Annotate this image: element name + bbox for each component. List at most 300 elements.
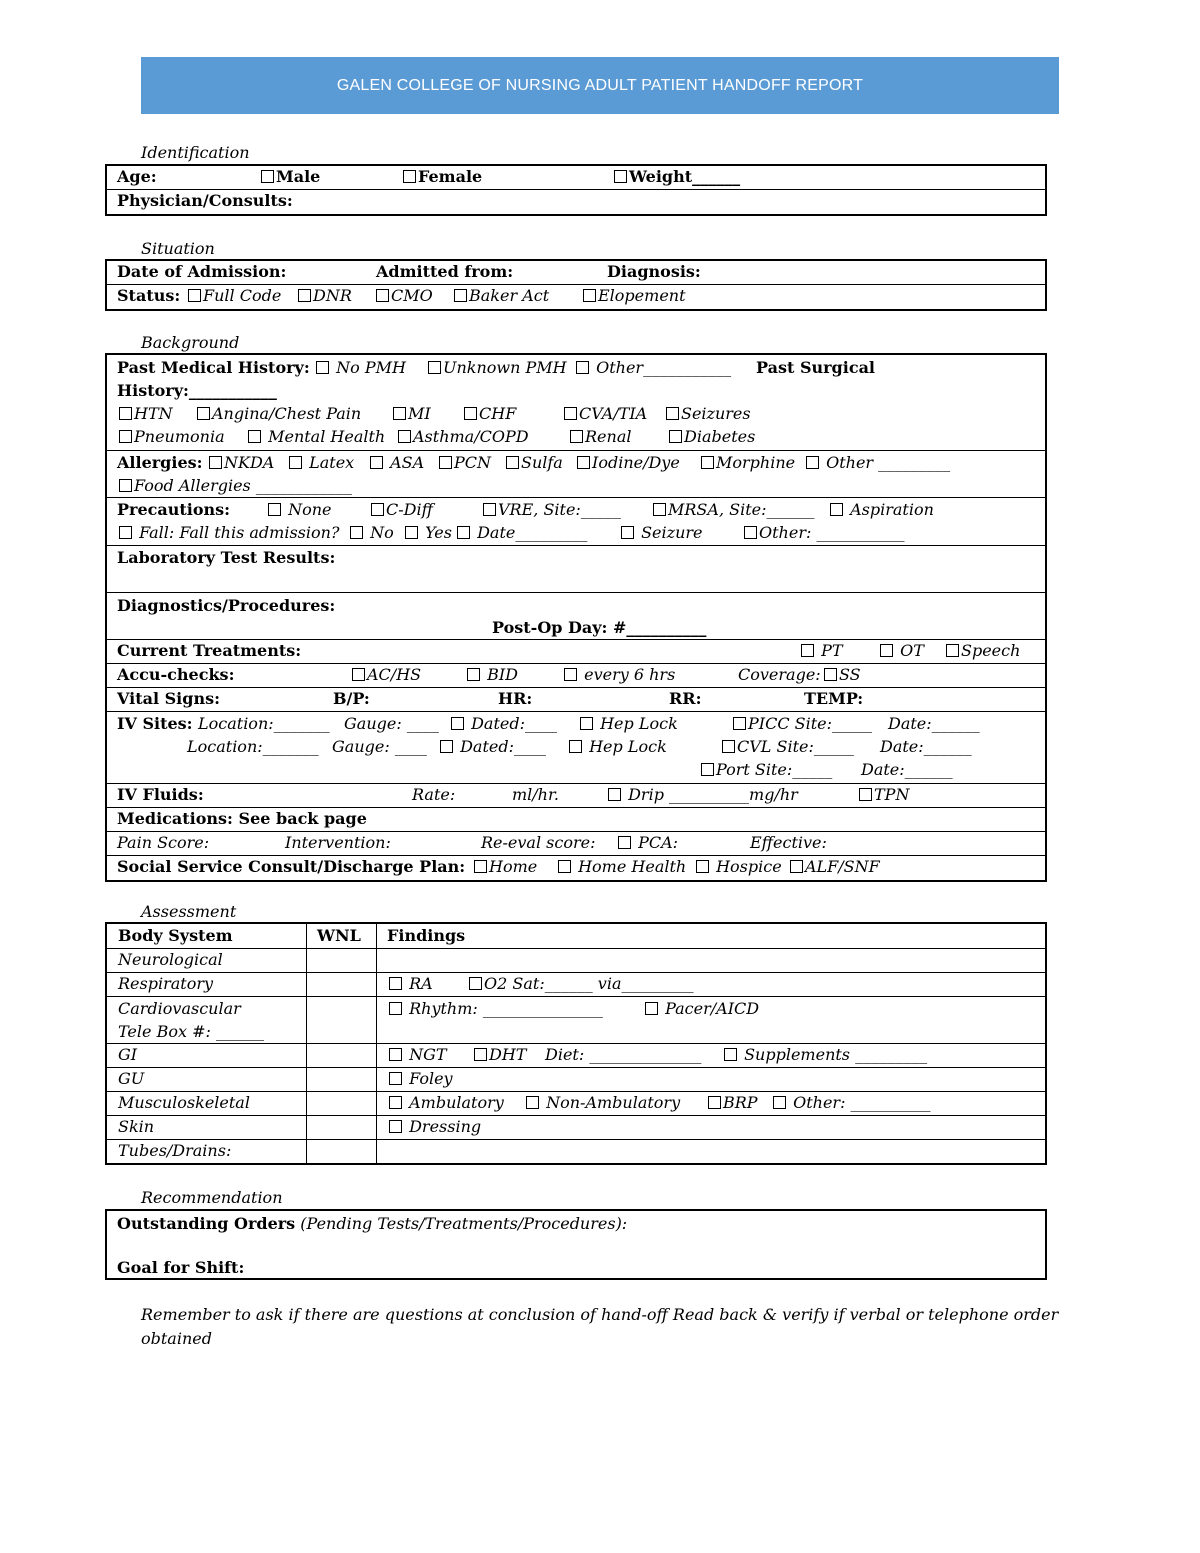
gi-wnl[interactable] xyxy=(307,1044,377,1068)
header-findings-label: Findings xyxy=(387,926,466,945)
precaution-other-option[interactable] xyxy=(744,523,904,543)
fall-yes-checkbox[interactable] xyxy=(405,526,418,539)
physician-label: Physician/Consults: xyxy=(117,191,293,210)
cmo-checkbox[interactable] xyxy=(376,289,389,302)
admitted-from-label: Admitted from: xyxy=(376,262,514,281)
tpn-checkbox[interactable] xyxy=(859,788,872,801)
fall-date-label: Date_________ xyxy=(477,523,588,542)
vre-label: VRE, Site:_____ xyxy=(498,500,621,519)
identification-row-2 xyxy=(107,190,1045,214)
iodine-checkbox[interactable] xyxy=(577,456,590,469)
iv-dated-2-option[interactable] xyxy=(440,737,546,757)
section-situation: Situation xyxy=(141,239,215,258)
food-allergies-checkbox[interactable] xyxy=(119,479,132,492)
dressing-option[interactable] xyxy=(389,1117,481,1137)
mental-health-label: Mental Health xyxy=(268,427,386,446)
asa-option[interactable] xyxy=(370,453,424,473)
sulfa-checkbox[interactable] xyxy=(506,456,519,469)
gu-wnl[interactable] xyxy=(307,1068,377,1092)
iv-location-2: Location:_______ xyxy=(187,737,319,756)
speech-checkbox[interactable] xyxy=(946,644,959,657)
dnr-label: DNR xyxy=(313,286,352,305)
latex-checkbox[interactable] xyxy=(289,456,302,469)
male-option[interactable] xyxy=(261,167,320,187)
iv-sites-label: IV Sites: xyxy=(117,714,193,733)
situation-row-1 xyxy=(107,261,1045,285)
precautions-label: Precautions: xyxy=(117,500,231,519)
hep-lock-1-option[interactable] xyxy=(580,714,678,734)
iv-location-1: Location:_______ xyxy=(198,714,330,733)
brp-option[interactable] xyxy=(708,1093,758,1113)
alf-checkbox[interactable] xyxy=(790,860,803,873)
fall-label: Fall: Fall this admission? xyxy=(139,523,340,542)
chf-checkbox[interactable] xyxy=(464,407,477,420)
musculo-wnl[interactable] xyxy=(307,1092,377,1116)
recommendation-table xyxy=(105,1209,1047,1280)
iv-dated-1-option[interactable] xyxy=(451,714,557,734)
iv-sites-row xyxy=(107,712,1045,784)
outstanding-orders xyxy=(117,1214,627,1234)
hospice-label: Hospice xyxy=(716,857,782,876)
accu-checks-row xyxy=(107,664,1045,688)
remember-note: Remember to ask if there are questions at conclusion of hand-off Read back & verify if verbal or telephone order obtained xyxy=(141,1305,1059,1348)
section-recommendation: Recommendation xyxy=(141,1188,283,1207)
chf-option[interactable] xyxy=(464,404,516,424)
section-identification: Identification xyxy=(141,143,250,162)
renal-option[interactable] xyxy=(570,427,631,447)
bid-label: BID xyxy=(487,665,518,684)
alf-label: ALF/SNF xyxy=(805,857,880,876)
lab-results-row xyxy=(107,546,1045,593)
diet-label: Diet: ______________ xyxy=(545,1045,702,1064)
fall-no-option[interactable] xyxy=(350,523,394,543)
o2sat-label: O2 Sat:______ via_________ xyxy=(484,974,694,993)
header-wnl xyxy=(307,924,377,949)
diabetes-checkbox[interactable] xyxy=(669,430,682,443)
vital-signs-row xyxy=(107,688,1045,712)
cardiovascular-wnl[interactable] xyxy=(307,997,377,1044)
medications-label: Medications: See back page xyxy=(117,809,367,828)
home-label: Home xyxy=(489,857,538,876)
port-date: Date:______ xyxy=(861,760,953,779)
o2sat-checkbox[interactable] xyxy=(469,977,482,990)
iodine-option[interactable] xyxy=(577,453,680,473)
bp-label: B/P: xyxy=(333,689,370,708)
table-row xyxy=(107,1140,307,1163)
ngt-checkbox[interactable] xyxy=(389,1048,402,1061)
skin-label: Skin xyxy=(118,1117,155,1136)
foley-label: Foley xyxy=(409,1069,453,1088)
ra-option[interactable] xyxy=(389,974,433,994)
home-health-option[interactable] xyxy=(558,857,686,877)
none-checkbox[interactable] xyxy=(268,503,281,516)
tubes-findings[interactable] xyxy=(377,1140,1045,1163)
section-background: Background xyxy=(141,333,240,352)
outstanding-orders-label: Outstanding Orders xyxy=(117,1214,296,1233)
other-pmh-label: Other___________ xyxy=(596,358,732,377)
rhythm-label: Rhythm: _______________ xyxy=(409,999,603,1018)
table-row xyxy=(107,949,307,973)
header-body-system xyxy=(107,924,307,949)
renal-label: Renal xyxy=(585,427,632,446)
weight-option[interactable] xyxy=(614,167,740,187)
other-pmh-checkbox[interactable] xyxy=(576,361,589,374)
latex-option[interactable] xyxy=(289,453,354,473)
tpn-option[interactable] xyxy=(859,785,909,805)
accu-checks-label: Accu-checks: xyxy=(117,665,235,684)
pt-checkbox[interactable] xyxy=(801,644,814,657)
gu-findings xyxy=(377,1068,1045,1092)
dnr-checkbox[interactable] xyxy=(298,289,311,302)
dressing-checkbox[interactable] xyxy=(389,1120,402,1133)
background-table xyxy=(105,353,1047,882)
rate-label: Rate: xyxy=(412,785,456,804)
situation-row-2 xyxy=(107,285,1045,309)
ra-label: RA xyxy=(409,974,433,993)
htn-checkbox[interactable] xyxy=(119,407,132,420)
no-pmh-checkbox[interactable] xyxy=(316,361,329,374)
iodine-label: Iodine/Dye xyxy=(592,453,680,472)
musc-other-checkbox[interactable] xyxy=(773,1096,786,1109)
full-code-checkbox[interactable] xyxy=(188,289,201,302)
home-checkbox[interactable] xyxy=(474,860,487,873)
table-row xyxy=(107,1116,307,1140)
mi-label: MI xyxy=(408,404,431,423)
asthma-label: Asthma/COPD xyxy=(413,427,529,446)
table-row xyxy=(107,1044,307,1068)
ambulatory-option[interactable] xyxy=(389,1093,504,1113)
mental-health-option[interactable] xyxy=(248,427,385,447)
cvl-checkbox[interactable] xyxy=(722,740,735,753)
pain-row xyxy=(107,832,1045,856)
no-pmh-label: No PMH xyxy=(336,358,406,377)
no-pmh-option[interactable] xyxy=(316,358,406,378)
ss-label: SS xyxy=(839,665,861,684)
lab-results-label: Laboratory Test Results: xyxy=(117,548,336,567)
social-service-label: Social Service Consult/Discharge Plan: xyxy=(117,857,466,876)
drip-checkbox[interactable] xyxy=(608,788,621,801)
pca-label: PCA: xyxy=(638,833,679,852)
dht-option[interactable] xyxy=(474,1045,526,1065)
treatments-row xyxy=(107,640,1045,664)
fall-no-checkbox[interactable] xyxy=(350,526,363,539)
non-ambulatory-option[interactable] xyxy=(526,1093,680,1113)
non-ambulatory-label: Non-Ambulatory xyxy=(546,1093,681,1112)
dht-checkbox[interactable] xyxy=(474,1048,487,1061)
neurological-findings[interactable] xyxy=(377,949,1045,973)
elopement-checkbox[interactable] xyxy=(583,289,596,302)
morphine-checkbox[interactable] xyxy=(701,456,714,469)
sulfa-label: Sulfa xyxy=(521,453,563,472)
pacer-label: Pacer/AICD xyxy=(665,999,760,1018)
drip-label: Drip __________mg/hr xyxy=(628,785,798,804)
pt-option[interactable] xyxy=(801,641,843,661)
cvl-label: CVL Site:_____ xyxy=(737,737,854,756)
foley-checkbox[interactable] xyxy=(389,1072,402,1085)
table-row xyxy=(107,973,307,997)
alf-option[interactable] xyxy=(790,857,880,877)
neurological-wnl[interactable] xyxy=(307,949,377,973)
mi-option[interactable] xyxy=(393,404,431,424)
musc-other-option[interactable] xyxy=(773,1093,931,1113)
asthma-checkbox[interactable] xyxy=(398,430,411,443)
speech-label: Speech xyxy=(961,641,1021,660)
cdiff-option[interactable] xyxy=(371,500,433,520)
weight-label: Weight______ xyxy=(629,167,741,186)
none-option[interactable] xyxy=(268,500,332,520)
full-code-option[interactable] xyxy=(188,286,281,306)
hep-lock-1-label: Hep Lock xyxy=(600,714,678,733)
bid-checkbox[interactable] xyxy=(467,668,480,681)
ot-label: OT xyxy=(900,641,924,660)
aspiration-label: Aspiration xyxy=(850,500,934,519)
fall-yes-label: Yes xyxy=(425,523,452,542)
hep-lock-1-checkbox[interactable] xyxy=(580,717,593,730)
diabetes-option[interactable] xyxy=(669,427,755,447)
cdiff-checkbox[interactable] xyxy=(371,503,384,516)
unknown-pmh-checkbox[interactable] xyxy=(428,361,441,374)
ngt-option[interactable] xyxy=(389,1045,447,1065)
pneumonia-option[interactable] xyxy=(119,427,225,447)
cva-option[interactable] xyxy=(564,404,647,424)
baker-act-option[interactable] xyxy=(454,286,549,306)
baker-act-checkbox[interactable] xyxy=(454,289,467,302)
picc-date: Date:______ xyxy=(888,714,980,733)
vital-signs-label: Vital Signs: xyxy=(117,689,220,708)
elopement-option[interactable] xyxy=(583,286,686,306)
ambulatory-label: Ambulatory xyxy=(409,1093,504,1112)
pneumonia-checkbox[interactable] xyxy=(119,430,132,443)
hospice-checkbox[interactable] xyxy=(696,860,709,873)
pain-score-label: Pain Score: xyxy=(117,833,210,852)
ss-checkbox[interactable] xyxy=(824,668,837,681)
brp-label: BRP xyxy=(723,1093,758,1112)
fall-checkbox[interactable] xyxy=(119,526,132,539)
diagnostics-label: Diagnostics/Procedures: xyxy=(117,596,336,615)
tpn-label: TPN xyxy=(874,785,910,804)
morphine-option[interactable] xyxy=(701,453,795,473)
telebox-label: Tele Box #: ______ xyxy=(118,1022,264,1041)
pcn-option[interactable] xyxy=(439,453,491,473)
weight-checkbox[interactable] xyxy=(614,170,627,183)
angina-checkbox[interactable] xyxy=(197,407,210,420)
hr-label: HR: xyxy=(498,689,533,708)
ac-hs-label: AC/HS xyxy=(367,665,422,684)
baker-act-label: Baker Act xyxy=(469,286,550,305)
allergies-label: Allergies: xyxy=(117,453,203,472)
rhythm-checkbox[interactable] xyxy=(389,1002,402,1015)
iv-gauge-2: Gauge: ____ xyxy=(332,737,427,756)
seizures-label: Seizures xyxy=(681,404,751,423)
speech-option[interactable] xyxy=(946,641,1020,661)
report-title: GALEN COLLEGE OF NURSING ADULT PATIENT HANDOFF REPORT xyxy=(336,76,864,94)
respiratory-label: Respiratory xyxy=(118,974,214,993)
seizure-option[interactable] xyxy=(621,523,703,543)
port-checkbox[interactable] xyxy=(701,763,714,776)
female-checkbox[interactable] xyxy=(403,170,416,183)
female-label: Female xyxy=(418,167,483,186)
tubes-label: Tubes/Drains: xyxy=(118,1141,232,1160)
vre-option[interactable] xyxy=(483,500,621,520)
seizure-label: Seizure xyxy=(641,523,703,542)
sulfa-option[interactable] xyxy=(506,453,563,473)
allergies-row xyxy=(107,451,1045,498)
ot-checkbox[interactable] xyxy=(880,644,893,657)
nkda-checkbox[interactable] xyxy=(209,456,222,469)
unknown-pmh-option[interactable] xyxy=(428,358,567,378)
home-option[interactable] xyxy=(474,857,537,877)
hep-lock-2-checkbox[interactable] xyxy=(569,740,582,753)
hospice-option[interactable] xyxy=(696,857,782,877)
mi-checkbox[interactable] xyxy=(393,407,406,420)
ambulatory-checkbox[interactable] xyxy=(389,1096,402,1109)
skin-wnl[interactable] xyxy=(307,1116,377,1140)
asthma-option[interactable] xyxy=(398,427,529,447)
chf-label: CHF xyxy=(479,404,517,423)
cmo-label: CMO xyxy=(391,286,433,305)
elopement-label: Elopement xyxy=(598,286,686,305)
supplements-option[interactable] xyxy=(724,1045,927,1065)
food-allergies-label: Food Allergies ____________ xyxy=(134,476,352,495)
gu-label: GU xyxy=(118,1069,145,1088)
aspiration-option[interactable] xyxy=(830,500,934,520)
cva-checkbox[interactable] xyxy=(564,407,577,420)
supplements-checkbox[interactable] xyxy=(724,1048,737,1061)
htn-option[interactable] xyxy=(119,404,173,424)
pcn-checkbox[interactable] xyxy=(439,456,452,469)
temp-label: TEMP: xyxy=(804,689,864,708)
latex-label: Latex xyxy=(309,453,355,472)
iv-dated-1-checkbox[interactable] xyxy=(451,717,464,730)
seizures-option[interactable] xyxy=(666,404,751,424)
musculo-findings xyxy=(377,1092,1045,1116)
respiratory-findings xyxy=(377,973,1045,997)
ngt-label: NGT xyxy=(409,1045,447,1064)
cva-label: CVA/TIA xyxy=(579,404,648,423)
bid-option[interactable] xyxy=(467,665,518,685)
ra-checkbox[interactable] xyxy=(389,977,402,990)
tubes-wnl[interactable] xyxy=(307,1140,377,1163)
ss-option[interactable] xyxy=(824,665,861,685)
skin-findings xyxy=(377,1116,1045,1140)
picc-checkbox[interactable] xyxy=(733,717,746,730)
iv-gauge-1: Gauge: ____ xyxy=(344,714,439,733)
iv-dated-1-label: Dated:____ xyxy=(471,714,557,733)
home-health-checkbox[interactable] xyxy=(558,860,571,873)
age-label: Age: xyxy=(117,167,157,186)
status-label: Status: xyxy=(117,286,181,305)
angina-option[interactable] xyxy=(197,404,361,424)
diagnostics-row xyxy=(107,593,1045,640)
male-label: Male xyxy=(276,167,321,186)
allergy-other-option[interactable] xyxy=(806,453,950,473)
table-row xyxy=(107,997,307,1044)
fall-date-checkbox[interactable] xyxy=(457,526,470,539)
pneumonia-label: Pneumonia xyxy=(134,427,225,446)
respiratory-wnl[interactable] xyxy=(307,973,377,997)
assessment-table xyxy=(105,922,1047,1165)
rhythm-option[interactable] xyxy=(389,999,603,1019)
fall-no-label: No xyxy=(370,523,394,542)
dnr-option[interactable] xyxy=(298,286,352,306)
diagnosis-label: Diagnosis: xyxy=(607,262,701,281)
female-option[interactable] xyxy=(403,167,482,187)
report-header-banner xyxy=(141,57,1059,114)
none-label: None xyxy=(288,500,332,519)
o2sat-option[interactable] xyxy=(469,974,693,994)
picc-label: PICC Site:_____ xyxy=(748,714,873,733)
situation-table xyxy=(105,259,1047,311)
mrsa-checkbox[interactable] xyxy=(653,503,666,516)
outstanding-orders-note: (Pending Tests/Treatments/Procedures): xyxy=(300,1214,628,1233)
pca-option[interactable] xyxy=(618,833,678,853)
pca-checkbox[interactable] xyxy=(618,836,631,849)
food-allergies-option[interactable] xyxy=(119,476,352,496)
reeval-label: Re-eval score: xyxy=(481,833,596,852)
dressing-label: Dressing xyxy=(409,1117,482,1136)
every6-option[interactable] xyxy=(564,665,675,685)
foley-option[interactable] xyxy=(389,1069,453,1089)
nkda-option[interactable] xyxy=(209,453,274,473)
brp-checkbox[interactable] xyxy=(708,1096,721,1109)
cvl-option[interactable] xyxy=(722,737,854,757)
effective-label: Effective: xyxy=(750,833,827,852)
fall-option[interactable] xyxy=(119,523,340,543)
neurological-label: Neurological xyxy=(118,950,223,969)
other-pmh-option[interactable] xyxy=(576,358,731,378)
fall-yes-option[interactable] xyxy=(405,523,452,543)
non-ambulatory-checkbox[interactable] xyxy=(526,1096,539,1109)
every6-checkbox[interactable] xyxy=(564,668,577,681)
section-assessment: Assessment xyxy=(141,902,237,921)
mental-health-checkbox[interactable] xyxy=(248,430,261,443)
asa-checkbox[interactable] xyxy=(370,456,383,469)
ot-option[interactable] xyxy=(880,641,924,661)
header-body-system-label: Body System xyxy=(118,926,233,945)
seizures-checkbox[interactable] xyxy=(666,407,679,420)
hep-lock-2-option[interactable] xyxy=(569,737,667,757)
home-health-label: Home Health xyxy=(578,857,687,876)
past-surgical-label: Past Surgical xyxy=(756,358,876,377)
cardiovascular-findings xyxy=(377,997,1045,1044)
vre-checkbox[interactable] xyxy=(483,503,496,516)
cmo-option[interactable] xyxy=(376,286,433,306)
iv-dated-2-label: Dated:____ xyxy=(460,737,546,756)
precaution-other-checkbox[interactable] xyxy=(744,526,757,539)
allergy-other-checkbox[interactable] xyxy=(806,456,819,469)
hep-lock-2-label: Hep Lock xyxy=(589,737,667,756)
pacer-checkbox[interactable] xyxy=(645,1002,658,1015)
pacer-option[interactable] xyxy=(645,999,759,1019)
male-checkbox[interactable] xyxy=(261,170,274,183)
ml-hr-label: ml/hr. xyxy=(512,785,559,804)
mrsa-option[interactable] xyxy=(653,500,814,520)
ac-hs-option[interactable] xyxy=(352,665,421,685)
iv-fluids-row xyxy=(107,784,1045,808)
fall-date-option[interactable] xyxy=(457,523,587,543)
unknown-pmh-label: Unknown PMH xyxy=(443,358,567,377)
picc-option[interactable] xyxy=(733,714,872,734)
iv-dated-2-checkbox[interactable] xyxy=(440,740,453,753)
renal-checkbox[interactable] xyxy=(570,430,583,443)
pcn-label: PCN xyxy=(454,453,492,472)
port-option[interactable] xyxy=(701,760,832,780)
seizure-checkbox[interactable] xyxy=(621,526,634,539)
ac-hs-checkbox[interactable] xyxy=(352,668,365,681)
aspiration-checkbox[interactable] xyxy=(830,503,843,516)
drip-option[interactable] xyxy=(608,785,798,805)
medications-row xyxy=(107,808,1045,832)
